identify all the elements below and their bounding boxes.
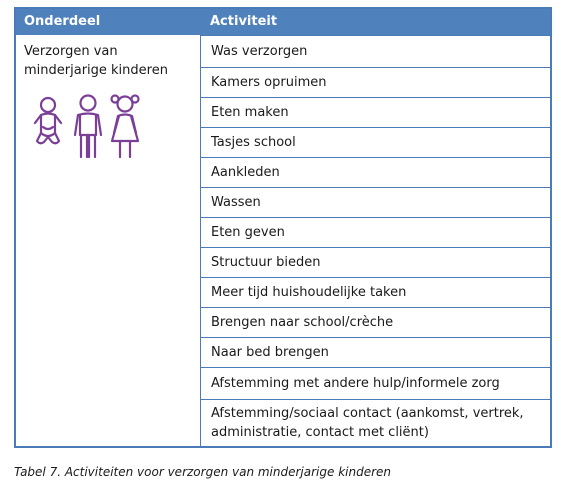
header-category: Onderdeel [24, 14, 101, 29]
table-header [16, 9, 550, 35]
table-row [201, 97, 550, 127]
activity-cell: Aankleden [211, 165, 280, 180]
boy-icon [75, 96, 101, 158]
activity-cell: Eten geven [211, 225, 285, 240]
table-row [201, 157, 550, 187]
activity-cell: Naar bed brengen [211, 345, 329, 360]
table-row [201, 35, 550, 67]
activity-cell: Structuur bieden [211, 255, 321, 270]
table-row [201, 127, 550, 157]
table-row [201, 247, 550, 277]
table-row [201, 217, 550, 247]
table-row [201, 307, 550, 337]
girl-icon [112, 96, 139, 158]
table-row [201, 67, 550, 97]
activity-cell: Was verzorgen [211, 44, 308, 59]
table-row [201, 277, 550, 307]
category-cell: Verzorgen van minderjarige kinderen [24, 44, 168, 78]
activity-cell: Afstemming/sociaal contact (aankomst, vertrek, administratie, contact met cliënt) [211, 406, 524, 440]
activity-cell: Kamers opruimen [211, 75, 327, 90]
table-row [201, 399, 550, 446]
activity-cell: Eten maken [211, 105, 289, 120]
activity-cell: Afstemming met andere hulp/informele zorg [211, 376, 500, 391]
activities-table [14, 7, 552, 448]
activity-cell: Meer tijd huishoudelijke taken [211, 285, 407, 300]
activity-cell: Wassen [211, 195, 261, 210]
children-icon [30, 93, 144, 159]
table-caption: Tabel 7. Activiteiten voor verzorgen van minderjarige kinderen [14, 465, 392, 479]
activity-cell: Tasjes school [211, 135, 296, 150]
baby-icon [35, 98, 61, 143]
table-row [201, 187, 550, 217]
table-row [201, 337, 550, 367]
table-row [201, 367, 550, 399]
header-activity: Activiteit [210, 14, 278, 29]
activity-cell: Brengen naar school/crèche [211, 315, 394, 330]
